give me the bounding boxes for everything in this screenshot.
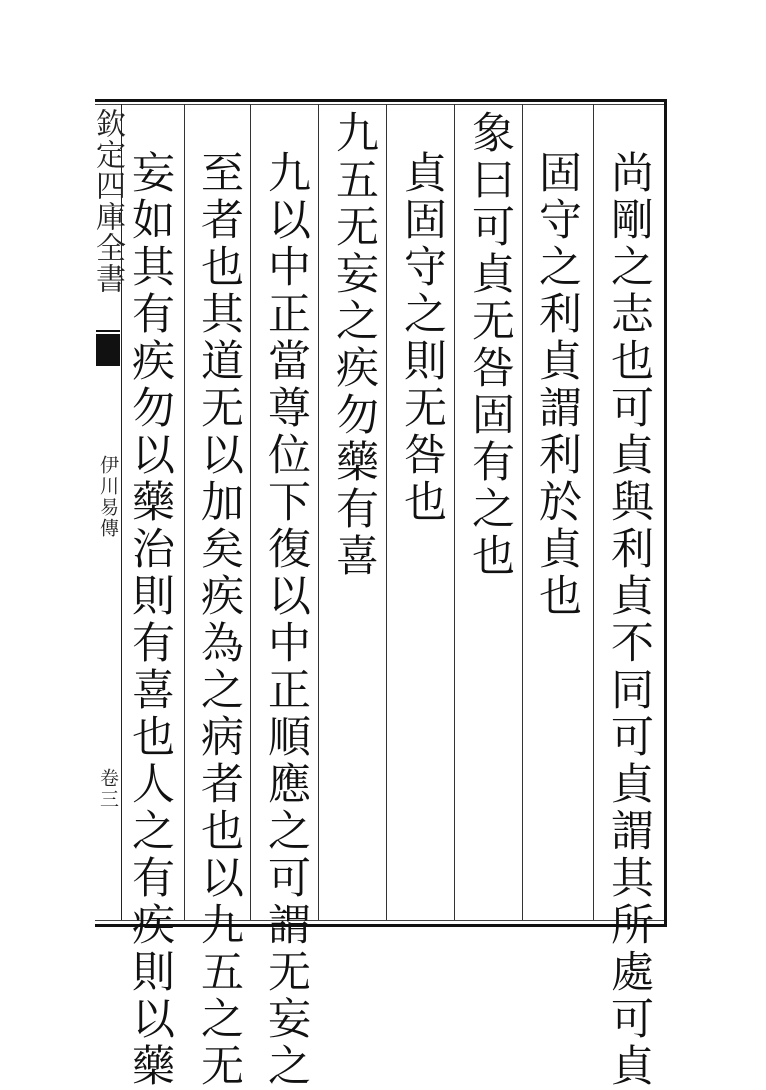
text-column-7: 至者也其道无以加矣疾為之病者也以九五之无	[194, 150, 244, 1090]
text-column-2: 固守之利貞謂利於貞也	[532, 150, 582, 620]
text-column-4: 貞固守之則无咎也	[397, 150, 447, 526]
column-rule	[386, 104, 387, 920]
fish-tail-mark	[96, 334, 120, 366]
margin-chapter: 伊川易傳	[97, 455, 119, 539]
column-rule	[184, 104, 185, 920]
column-rule	[250, 104, 251, 920]
column-rule	[593, 104, 594, 920]
right-border	[664, 99, 667, 927]
text-column-3: 象曰可貞无咎固有之也	[465, 110, 515, 580]
text-column-1: 尚剛之志也可貞與利貞不同可貞謂其所處可貞	[604, 150, 654, 1090]
column-rule	[318, 104, 319, 920]
fish-tail-rule	[96, 330, 120, 332]
text-column-5: 九五无妄之疾勿藥有喜	[329, 110, 379, 580]
column-rule	[522, 104, 523, 920]
margin-folio: 卷三	[97, 768, 119, 810]
column-rule	[454, 104, 455, 920]
text-column-8: 妄如其有疾勿以藥治則有喜也人之有疾則以藥	[125, 150, 175, 1090]
bottom-border-inner	[95, 920, 667, 921]
text-column-6: 九以中正當尊位下復以中正順應之可謂无妄之	[261, 150, 311, 1090]
bottom-border	[95, 924, 667, 927]
top-border-inner	[95, 104, 667, 105]
margin-book-title: 欽定四庫全書	[90, 108, 125, 294]
top-border	[95, 99, 667, 102]
